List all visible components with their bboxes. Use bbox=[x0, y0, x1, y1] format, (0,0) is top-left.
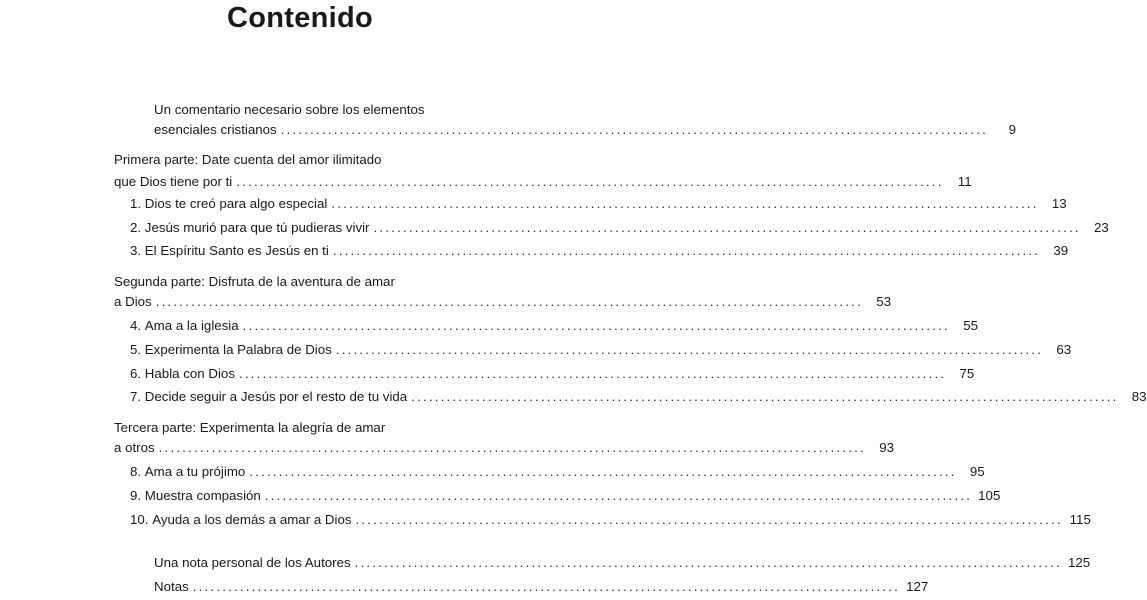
dot-leader: ........................................................................................................................ bbox=[335, 342, 1044, 357]
toc-page-number: 9 bbox=[1008, 122, 1017, 137]
dot-leader: ........................................................................................................................ bbox=[158, 440, 866, 455]
toc-entry-part-3[interactable] bbox=[114, 417, 894, 461]
toc-page-number: 105 bbox=[978, 488, 1001, 503]
toc-entry-title-line1: Un comentario necesario sobre los elementos bbox=[154, 102, 425, 117]
dot-leader: ........................................................................................................................ bbox=[264, 488, 973, 503]
toc-page-number: 83 bbox=[1131, 389, 1147, 404]
chapter-title: Ama a la iglesia bbox=[144, 318, 239, 333]
chapter-number: 2. bbox=[130, 220, 142, 235]
toc-page-number: 125 bbox=[1067, 555, 1091, 570]
chapter-title: Ayuda a los demás a amar a Dios bbox=[152, 512, 352, 527]
dot-leader: ........................................................................................................................ bbox=[155, 294, 864, 309]
chapter-title: Decide seguir a Jesús por el resto de tu vida bbox=[144, 389, 408, 404]
chapter-number: 10. bbox=[130, 512, 149, 527]
toc-part-title-line2: a otros bbox=[114, 440, 155, 455]
dot-leader: ........................................................................................................................ bbox=[373, 220, 1081, 235]
toc-chapter-6[interactable] bbox=[130, 363, 975, 385]
chapter-number: 3. bbox=[130, 243, 142, 258]
dot-leader: ........................................................................................................................ bbox=[354, 555, 1062, 570]
dot-leader: ........................................................................................................................ bbox=[238, 366, 947, 381]
toc-entry-title: Una nota personal de los Autores bbox=[154, 555, 351, 570]
dot-leader: ........................................................................................................................ bbox=[355, 512, 1063, 527]
dot-leader: ........................................................................................................................ bbox=[236, 174, 944, 189]
dot-leader: ........................................................................................................................ bbox=[192, 579, 901, 594]
page-title: Contenido bbox=[226, 2, 374, 34]
toc-chapter-7[interactable] bbox=[130, 386, 1147, 408]
toc-chapter-1[interactable] bbox=[130, 193, 1067, 215]
toc-page-number: 53 bbox=[876, 294, 892, 309]
toc-part-title-line2: a Dios bbox=[114, 294, 152, 309]
toc-page-number: 13 bbox=[1051, 196, 1067, 211]
chapter-title: Jesús murió para que tú pudieras vivir bbox=[144, 220, 370, 235]
dot-leader: ........................................................................................................................ bbox=[242, 318, 950, 333]
toc-entry-part-2[interactable] bbox=[114, 271, 892, 315]
toc-chapter-9[interactable] bbox=[130, 485, 1001, 507]
chapter-number: 5. bbox=[130, 342, 142, 357]
dot-leader: ........................................................................................................................ bbox=[331, 196, 1039, 211]
toc-chapter-3[interactable] bbox=[130, 240, 1069, 262]
toc-page-number: 115 bbox=[1069, 512, 1091, 527]
toc-entry-title-line2: esenciales cristianos bbox=[154, 122, 277, 137]
chapter-title: Ama a tu prójimo bbox=[144, 464, 246, 479]
chapter-title: Habla con Dios bbox=[144, 366, 235, 381]
chapter-number: 9. bbox=[130, 488, 142, 503]
chapter-title: El Espíritu Santo es Jesús en ti bbox=[144, 243, 329, 258]
toc-chapter-2[interactable] bbox=[130, 217, 1109, 239]
toc-entry-author-note[interactable] bbox=[154, 552, 1091, 574]
chapter-number: 8. bbox=[130, 464, 142, 479]
chapter-number: 7. bbox=[130, 389, 142, 404]
toc-entry-part-1[interactable] bbox=[114, 149, 972, 193]
chapter-number: 4. bbox=[130, 318, 142, 333]
chapter-title: Dios te creó para algo especial bbox=[144, 196, 328, 211]
toc-chapter-5[interactable] bbox=[130, 339, 1072, 361]
dot-leader: ........................................................................................................................ bbox=[280, 122, 989, 137]
chapter-number: 6. bbox=[130, 366, 142, 381]
chapter-title: Experimenta la Palabra de Dios bbox=[144, 342, 332, 357]
toc-page-number: 23 bbox=[1094, 220, 1109, 235]
chapter-title: Muestra compasión bbox=[144, 488, 261, 503]
dot-leader: ........................................................................................................................ bbox=[411, 389, 1119, 404]
toc-part-title-line1: Segunda parte: Disfruta de la aventura de amar bbox=[114, 274, 395, 289]
toc-page-number: 39 bbox=[1053, 243, 1069, 258]
toc-entry-intro[interactable] bbox=[154, 99, 1017, 143]
toc-page-number: 63 bbox=[1056, 342, 1072, 357]
toc-chapter-10[interactable] bbox=[130, 509, 1091, 531]
toc-page-number: 11 bbox=[957, 174, 972, 189]
toc-entry-notes[interactable] bbox=[154, 576, 929, 598]
toc-page-number: 75 bbox=[959, 366, 975, 381]
toc-chapter-8[interactable] bbox=[130, 461, 985, 483]
toc-part-title-line1: Primera parte: Date cuenta del amor ilimitado bbox=[114, 152, 382, 167]
toc-page-number: 93 bbox=[879, 440, 894, 455]
chapter-number: 1. bbox=[130, 196, 142, 211]
toc-chapter-4[interactable] bbox=[130, 315, 978, 337]
toc-page-number: 127 bbox=[906, 579, 929, 594]
toc-part-title-line1: Tercera parte: Experimenta la alegría de amar bbox=[114, 420, 386, 435]
dot-leader: ........................................................................................................................ bbox=[332, 243, 1041, 258]
dot-leader: ........................................................................................................................ bbox=[249, 464, 957, 479]
toc-page-number: 55 bbox=[963, 318, 978, 333]
toc-page-number: 95 bbox=[969, 464, 985, 479]
toc-part-title-line2: que Dios tiene por ti bbox=[114, 174, 233, 189]
toc-entry-title: Notas bbox=[154, 579, 189, 594]
